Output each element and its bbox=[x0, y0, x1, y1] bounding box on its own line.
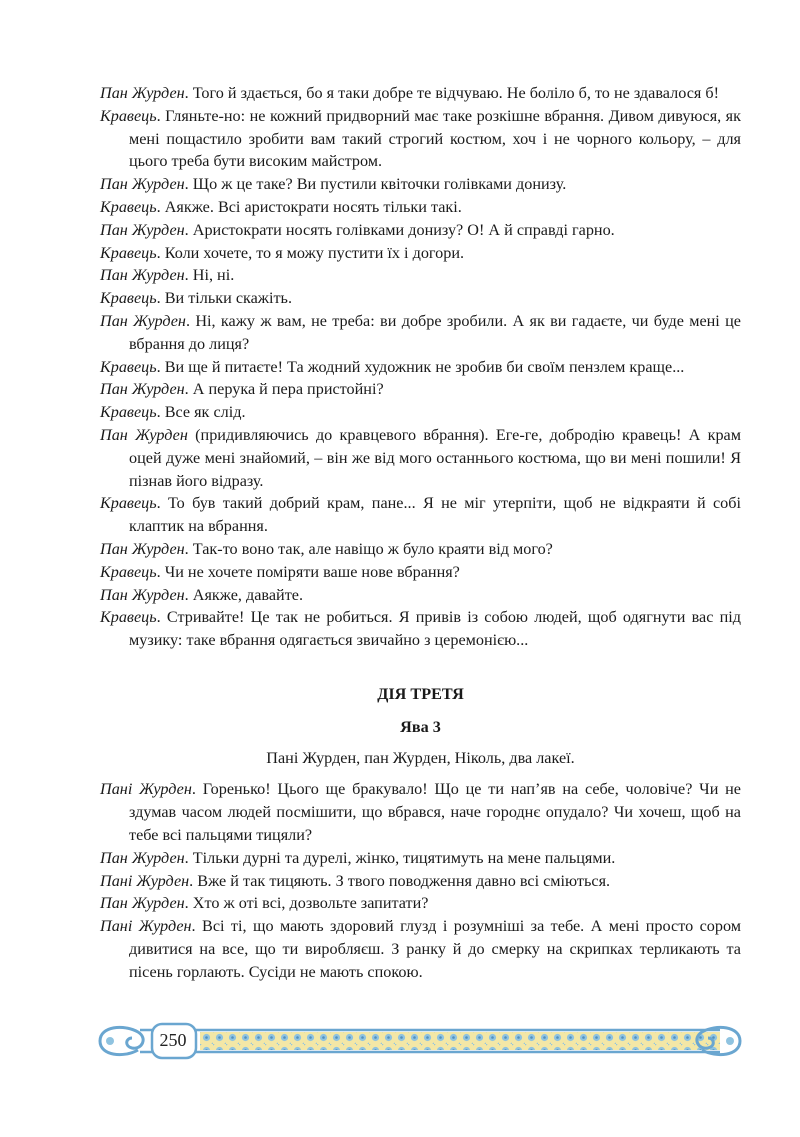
line-text: . Все як слід. bbox=[156, 403, 246, 422]
dialogue-line bbox=[100, 847, 741, 870]
line-text: . Горенько! Цього ще бракувало! Що це ти нап’яв на себе, чоловіче? Чи не здумав часом людей посмішити, що вбрався, наче городнє опудало? Чи хочеш, щоб на тебе всі пальцями тицяли? bbox=[129, 780, 741, 844]
dialogue-line bbox=[100, 82, 741, 105]
speaker-name: Пані Журден bbox=[100, 780, 192, 799]
footer-ornament bbox=[96, 1018, 744, 1064]
page-number: 250 bbox=[159, 1030, 187, 1050]
ornament-band-icon bbox=[96, 1018, 744, 1064]
speaker-name: Кравець bbox=[100, 403, 157, 422]
speaker-name: Кравець bbox=[100, 243, 157, 262]
speaker-name: Кравець bbox=[100, 289, 157, 308]
speaker-name: Пан Журден bbox=[100, 175, 185, 194]
cast-line: Пані Журден, пан Журден, Ніколь, два лакеї. bbox=[266, 748, 575, 767]
speaker-name: Пан Журден bbox=[100, 848, 185, 867]
dialogue-line bbox=[100, 892, 741, 915]
dialogue-top bbox=[100, 82, 741, 652]
line-text: . Аристократи носять голівками донизу? О! А й справді гарно. bbox=[184, 220, 615, 239]
line-text: . Аякже, давайте. bbox=[184, 585, 304, 604]
speaker-name: Пані Журден bbox=[100, 871, 190, 890]
speaker-name: Кравець bbox=[100, 494, 157, 513]
dialogue-line bbox=[100, 778, 741, 846]
line-text: (придивляючись до кравцевого вбрання). Еге-ге, добродію кравець! А крам оцей дуже мені знайомий, – він же від мого останнього костюма, що ви мені пошили! Я пізнав його відразу. bbox=[129, 425, 741, 490]
act-title: ДІЯ ТРЕТЯ bbox=[377, 684, 464, 703]
line-text: . Тільки дурні та дурелі, жінко, тицятимуть на мене пальцями. bbox=[184, 848, 616, 867]
dialogue-line bbox=[100, 242, 741, 265]
line-text: . Стривайте! Це так не робиться. Я привів із собою людей, щоб одягнути вас під музику: таке вбрання одягається звичайно з церемонією... bbox=[129, 608, 741, 650]
speaker-name: Пан Журден bbox=[100, 380, 185, 399]
dialogue-line bbox=[100, 356, 741, 379]
line-text: . Що ж це таке? Ви пустили квіточки голівками донизу. bbox=[184, 175, 567, 194]
speaker-name: Пан Журден bbox=[100, 425, 188, 444]
speaker-name: Пан Журден bbox=[100, 266, 185, 285]
line-text: . Чи не хочете поміряти ваше нове вбрання? bbox=[156, 562, 460, 581]
speaker-name: Пан Журден bbox=[100, 894, 185, 913]
dialogue-line bbox=[100, 287, 741, 310]
line-text: . Того й здається, бо я таки добре те відчуваю. Не боліло б, то не здавалося б! bbox=[184, 84, 719, 102]
line-text: . Вже й так тицяють. З твого поводження давно всі сміються. bbox=[189, 871, 611, 890]
dialogue-line bbox=[100, 310, 741, 356]
line-text: . Коли хочете, то я можу пустити їх і догори. bbox=[156, 243, 465, 262]
dialogue-line bbox=[100, 870, 741, 893]
speaker-name: Кравець bbox=[100, 562, 157, 581]
line-text: . Ні, ні. bbox=[184, 266, 235, 285]
line-text: . Ви тільки скажіть. bbox=[156, 289, 292, 308]
dialogue-line bbox=[100, 424, 741, 492]
speaker-name: Пан Журден bbox=[100, 220, 185, 239]
line-text: . Так-то воно так, але навіщо ж було краяти від мого? bbox=[184, 539, 553, 558]
page-text bbox=[100, 82, 741, 983]
speaker-name: Кравець bbox=[100, 197, 157, 216]
speaker-name: Пан Журден bbox=[100, 585, 185, 604]
line-text: . Ні, кажу ж вам, не треба: ви добре зробили. А як ви гадаєте, чи буде мені це вбрання до лиця? bbox=[129, 311, 741, 353]
dialogue-line bbox=[100, 561, 741, 584]
speaker-name: Пані Журден bbox=[100, 917, 192, 936]
line-text: . Аякже. Всі аристократи носять тільки такі. bbox=[156, 197, 462, 216]
dialogue-line bbox=[100, 264, 741, 287]
speaker-name: Кравець bbox=[100, 357, 157, 376]
dialogue-line bbox=[100, 492, 741, 538]
dialogue-line bbox=[100, 173, 741, 196]
speaker-name: Пан Журден bbox=[100, 84, 185, 102]
dialogue-line bbox=[100, 915, 741, 983]
speaker-name: Кравець bbox=[100, 608, 157, 627]
speaker-name: Пан Журден bbox=[100, 539, 185, 558]
speaker-name: Пан Журден bbox=[100, 311, 186, 330]
dialogue-line bbox=[100, 538, 741, 561]
dialogue-line bbox=[100, 378, 741, 401]
dialogue-line bbox=[100, 606, 741, 652]
dialogue-bottom bbox=[100, 778, 741, 983]
line-text: . Всі ті, що мають здоровий глузд і розумніші за тебе. А мені просто сором дивитися на все, що ти виробляєш. З ранку й до смерку на скрипках терликають та пісень горлають. Сусіди не мають спокою. bbox=[129, 917, 741, 981]
dialogue-line bbox=[100, 105, 741, 173]
line-text: . То був такий добрий крам, пане... Я не міг утерпіти, щоб не відкраяти й собі клаптик на вбрання. bbox=[129, 494, 741, 536]
speaker-name: Кравець bbox=[100, 106, 157, 125]
line-text: . Ви ще й питаєте! Та жодний художник не зробив би своїм пензлем краще... bbox=[156, 357, 685, 376]
line-text: . Хто ж оті всі, дозвольте запитати? bbox=[184, 894, 429, 913]
line-text: . А перука й пера пристойні? bbox=[184, 380, 384, 399]
line-text: . Гляньте-но: не кожний придворний має таке розкішне вбрання. Дивом дивуюся, як мені пощастило зробити вам такий строгий костюм, хоч і не чорного кольору, – для цього треба бути високим майстром. bbox=[129, 106, 741, 171]
dialogue-line bbox=[100, 196, 741, 219]
scene-title: Ява 3 bbox=[400, 717, 441, 736]
dialogue-line bbox=[100, 401, 741, 424]
dialogue-line bbox=[100, 584, 741, 607]
dialogue-line bbox=[100, 219, 741, 242]
